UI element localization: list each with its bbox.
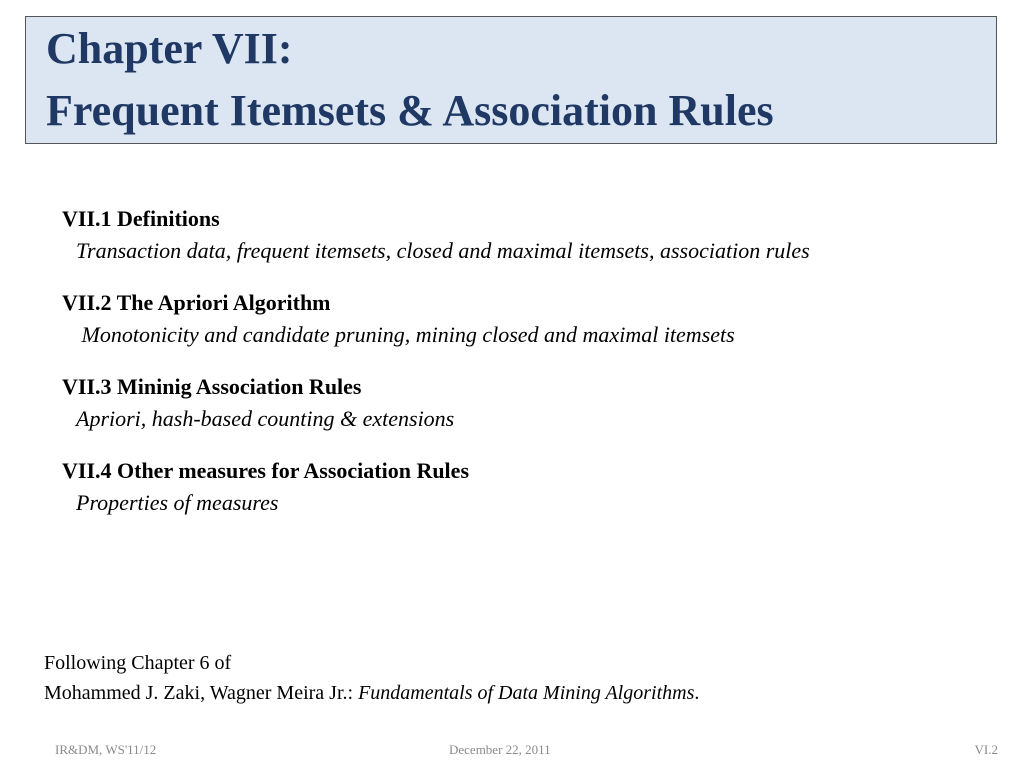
- section-description: Monotonicity and candidate pruning, mining closed and maximal itemsets: [76, 322, 735, 347]
- section-item: [62, 372, 882, 436]
- footer-date: December 22, 2011: [449, 742, 551, 757]
- slide-title-box: [25, 16, 997, 144]
- section-item: [62, 288, 882, 352]
- citation-book-title: Fundamentals of Data Mining Algorithms: [358, 682, 695, 704]
- section-list: [62, 204, 882, 540]
- section-description: Properties of measures: [76, 490, 279, 515]
- citation-authors: Mohammed J. Zaki, Wagner Meira Jr.:: [44, 682, 359, 704]
- footer-slide-number: VI.2: [974, 742, 998, 757]
- slide-title-line-1: Chapter VII:: [46, 24, 293, 73]
- footer-course: IR&DM, WS'11/12: [55, 742, 157, 757]
- section-item: [62, 204, 882, 268]
- citation-period: .: [694, 682, 700, 704]
- section-heading: VII.1 Definitions: [62, 206, 220, 231]
- citation: [44, 648, 699, 708]
- section-description: Transaction data, frequent itemsets, closed and maximal itemsets, association rules: [76, 238, 810, 263]
- section-heading: VII.2 The Apriori Algorithm: [62, 290, 331, 315]
- section-heading: VII.3 Mininig Association Rules: [62, 374, 362, 399]
- section-item: [62, 456, 882, 520]
- slide-title-line-2: Frequent Itemsets & Association Rules: [46, 86, 774, 135]
- citation-reference: [44, 678, 699, 708]
- section-heading: VII.4 Other measures for Association Rules: [62, 458, 469, 483]
- section-description: Apriori, hash-based counting & extensions: [76, 406, 455, 431]
- citation-intro: Following Chapter 6 of: [44, 652, 232, 674]
